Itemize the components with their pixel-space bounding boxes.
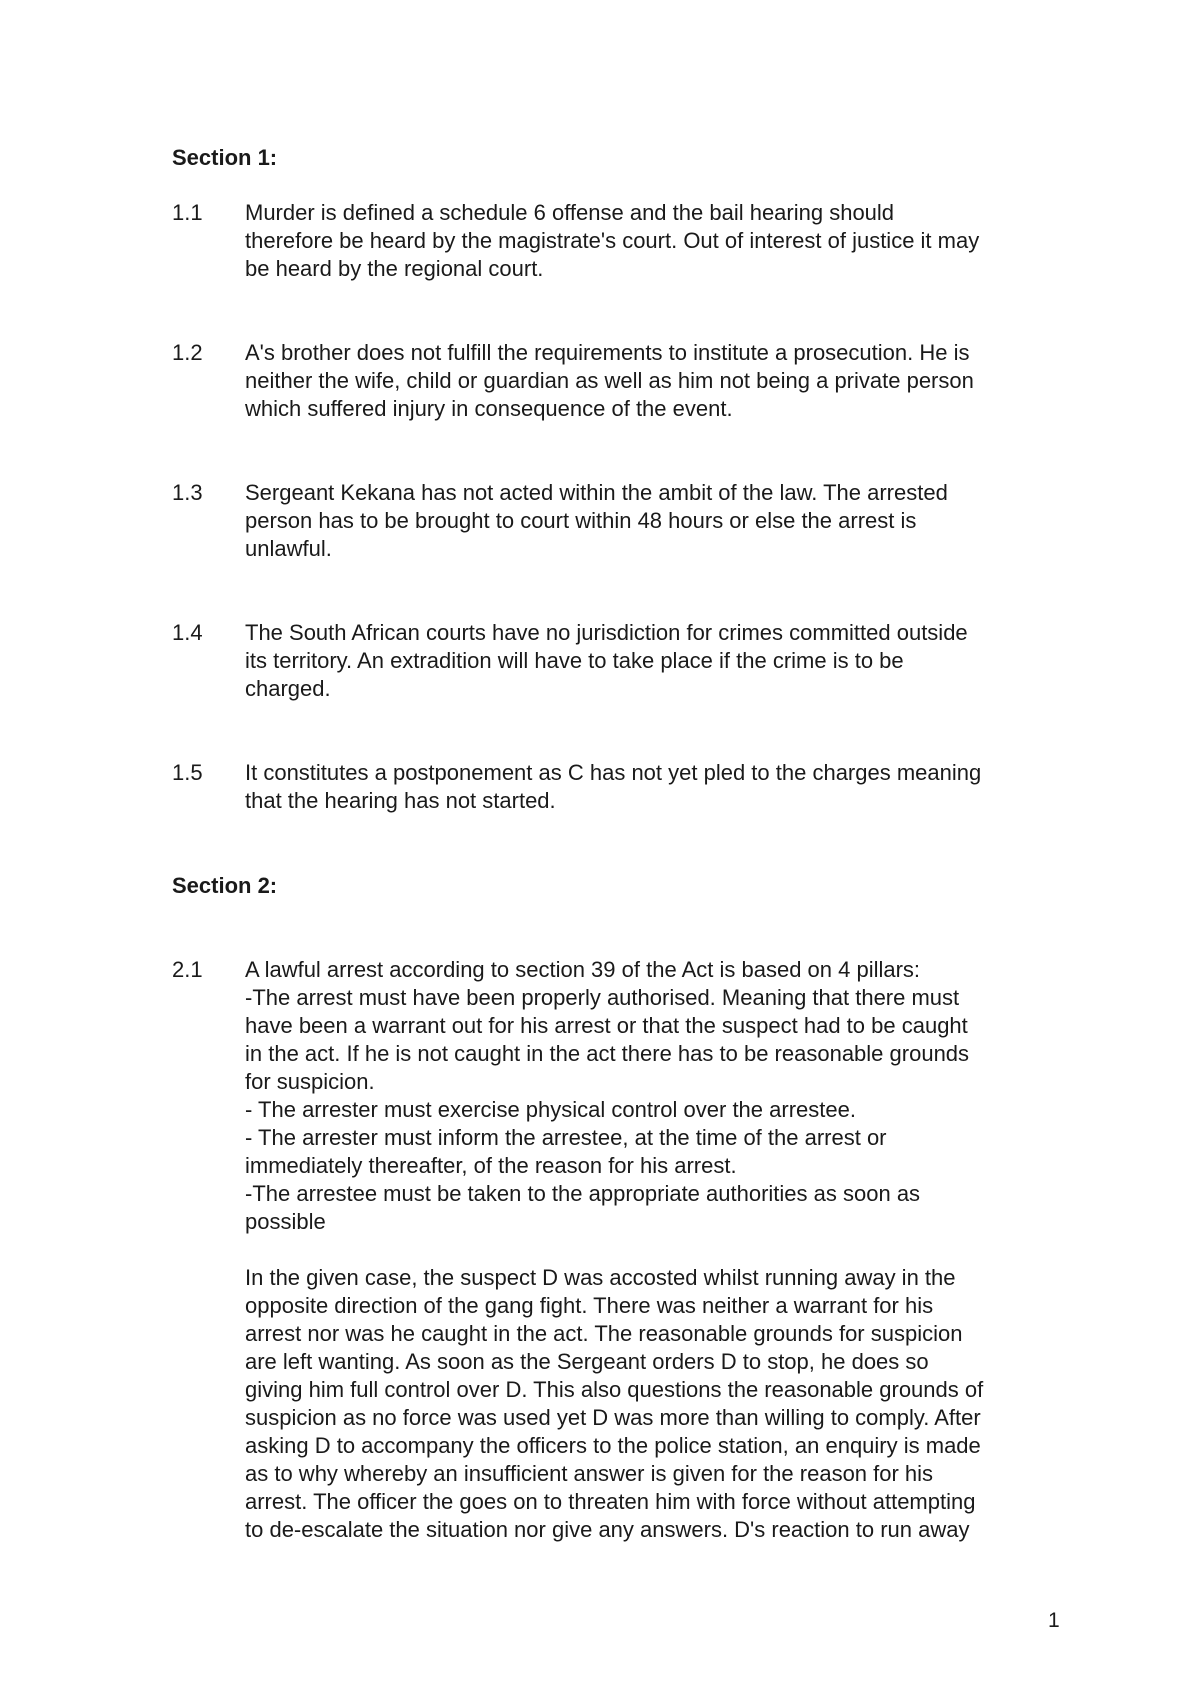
text-line: that the hearing has not started. — [245, 788, 556, 813]
text-line: Murder is defined a schedule 6 offense and the bail hearing should — [245, 200, 895, 225]
item-body — [245, 619, 1200, 703]
text-line: -The arrest must have been properly authorised. Meaning that there must — [245, 985, 960, 1010]
text-line: arrest. The officer the goes on to threaten him with force without attempting — [245, 1489, 976, 1514]
text-line: immediately thereafter, of the reason for his arrest. — [245, 1153, 737, 1178]
text-line: giving him full control over D. This also questions the reasonable grounds of — [245, 1377, 984, 1402]
item-body — [245, 479, 1200, 563]
item-number: 1.5 — [172, 760, 203, 785]
item-body — [245, 759, 1200, 815]
text-line: therefore be heard by the magistrate's court. Out of interest of justice it may — [245, 228, 980, 253]
text-line: -The arrestee must be taken to the appropriate authorities as soon as — [245, 1181, 921, 1206]
item-body — [245, 956, 1200, 1544]
text-line: in the act. If he is not caught in the act there has to be reasonable grounds — [245, 1041, 970, 1066]
text-line: opposite direction of the gang fight. There was neither a warrant for his — [245, 1293, 934, 1318]
text-line: be heard by the regional court. — [245, 256, 544, 281]
text-line: which suffered injury in consequence of the event. — [245, 396, 733, 421]
text-line: Sergeant Kekana has not acted within the ambit of the law. The arrested — [245, 480, 948, 505]
text-line: for suspicion. — [245, 1069, 375, 1094]
text-line: possible — [245, 1209, 326, 1234]
text-line: as to why whereby an insufficient answer is given for the reason for his — [245, 1461, 934, 1486]
item-body — [245, 339, 1200, 423]
text-line: - The arrester must inform the arrestee, at the time of the arrest or — [245, 1125, 887, 1150]
text-line: The South African courts have no jurisdiction for crimes committed outside — [245, 620, 968, 645]
item-number: 1.1 — [172, 200, 203, 225]
text-line: unlawful. — [245, 536, 332, 561]
item-number: 2.1 — [172, 957, 203, 982]
text-line: arrest nor was he caught in the act. The reasonable grounds for suspicion — [245, 1321, 963, 1346]
text-line: charged. — [245, 676, 331, 701]
text-line: to de-escalate the situation nor give any answers. D's reaction to run away — [245, 1517, 970, 1542]
text-line: neither the wife, child or guardian as well as him not being a private person — [245, 368, 974, 393]
item-number: 1.4 — [172, 620, 203, 645]
section-2-heading: Section 2: — [172, 873, 278, 898]
item-number: 1.3 — [172, 480, 203, 505]
text-line: - The arrester must exercise physical control over the arrestee. — [245, 1097, 856, 1122]
text-line: person has to be brought to court within 48 hours or else the arrest is — [245, 508, 917, 533]
text-line: asking D to accompany the officers to the police station, an enquiry is made — [245, 1433, 981, 1458]
page-number: 1 — [1048, 1609, 1060, 1632]
text-line: It constitutes a postponement as C has not yet pled to the charges meaning — [245, 760, 982, 785]
text-line: In the given case, the suspect D was accosted whilst running away in the — [245, 1265, 956, 1290]
text-line: A lawful arrest according to section 39 of the Act is based on 4 pillars: — [245, 957, 921, 982]
text-line: have been a warrant out for his arrest or that the suspect had to be caught — [245, 1013, 968, 1038]
paragraph-gap — [245, 1236, 1200, 1264]
text-line: its territory. An extradition will have to take place if the crime is to be — [245, 648, 904, 673]
item-body — [245, 199, 1200, 283]
text-line: are left wanting. As soon as the Sergeant orders D to stop, he does so — [245, 1349, 929, 1374]
section-1-heading: Section 1: — [172, 145, 278, 170]
item-number: 1.2 — [172, 340, 203, 365]
text-line: A's brother does not fulfill the requirements to institute a prosecution. He is — [245, 340, 970, 365]
text-line: suspicion as no force was used yet D was more than willing to comply. After — [245, 1405, 981, 1430]
